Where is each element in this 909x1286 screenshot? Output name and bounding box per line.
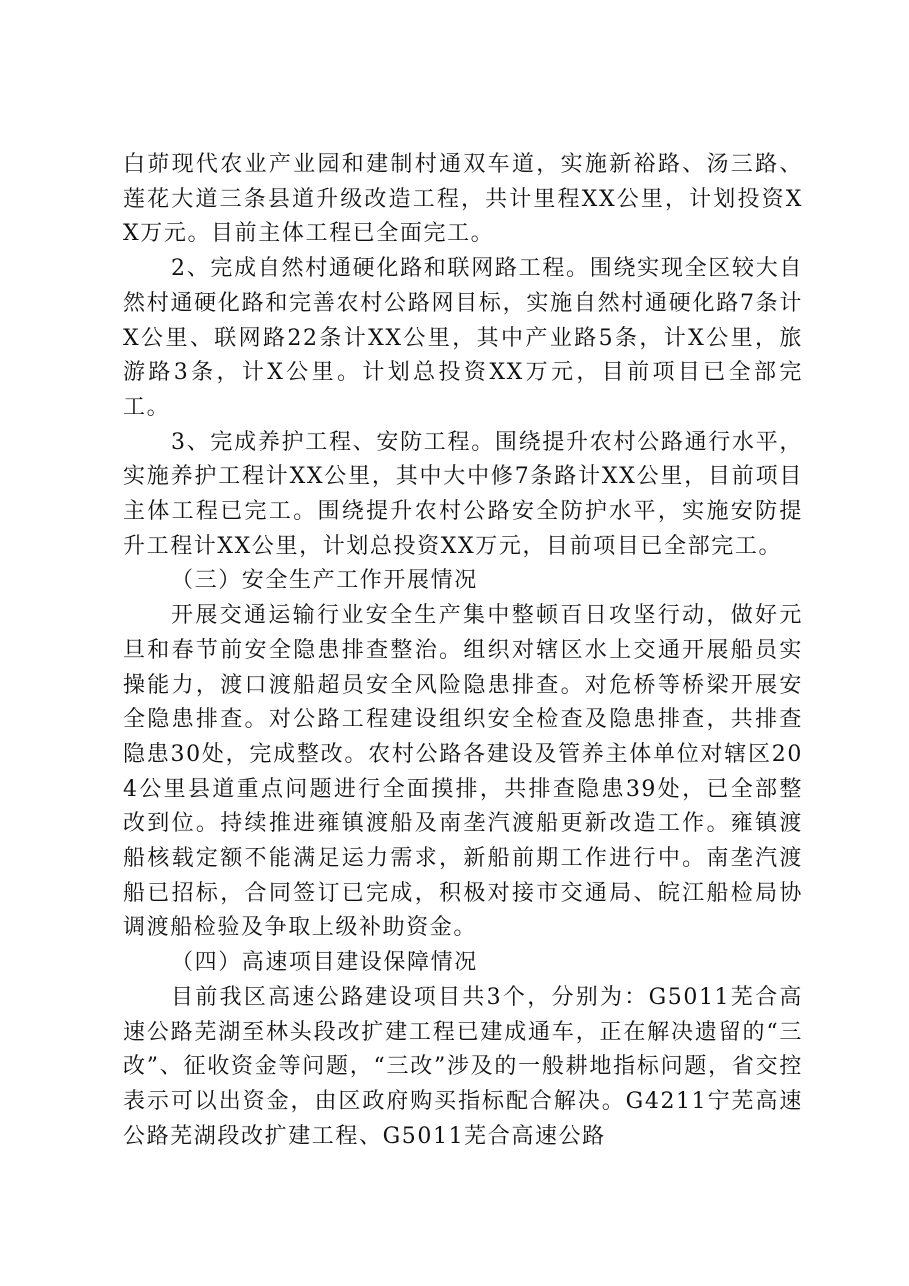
paragraph-highway: 目前我区高速公路建设项目共3个，分别为：G5011芜合高速公路芜湖至林头段改扩建工程已建成通车，正在解决遗留的“三改”、征收资金等问题，“三改”涉及的一般耕地指标问题，省交控表示可以出资金，由区政府购买指标配合解决。G4211宁芜高速公路芜湖段改扩建工程、G5011芜合高速公路 [123,984,803,1149]
paragraph-continuation: 白茆现代农业产业园和建制村通双车道，实施新裕路、汤三路、莲花大道三条县道升级改造工程，共计里程XX公里，计划投资XX万元。目前主体工程已全面完工。 [123,152,803,247]
paragraph-item-2: 2、完成自然村通硬化路和联网路工程。围绕实现全区较大自然村通硬化路和完善农村公路网目标，实施自然村通硬化路7条计X公里、联网路22条计XX公里，其中产业路5条，计X公里，旅游路3条，计X公里。计划总投资XX万元，目前项目已全部完工。 [123,256,803,420]
section-heading-3: （三）安全生产工作开展情况 [171,568,478,594]
section-heading-4: （四）高速项目建设保障情况 [171,950,478,976]
paragraph-item-3: 3、完成养护工程、安防工程。围绕提升农村公路通行水平，实施养护工程计XX公里，其中大中修7条路计XX公里，目前项目主体工程已完工。围绕提升农村公路安全防护水平，实施安防提升工程计XX公里，计划总投资XX万元，目前项目已全部完工。 [123,429,803,559]
paragraph-safety: 开展交通运输行业安全生产集中整顿百日攻坚行动，做好元旦和春节前安全隐患排查整治。组织对辖区水上交通开展船员实操能力，渡口渡船超员安全风险隐患排查。对危桥等桥梁开展安全隐患排查。对公路工程建设组织安全检查及隐患排查，共排查隐患30处，完成整改。农村公路各建设及管养主体单位对辖区204公里县道重点问题进行全面摸排，共排查隐患39处，已全部整改到位。持续推进雍镇渡船及南垄汽渡船更新改造工作。雍镇渡船核载定额不能满足运力需求，新船前期工作进行中。南垄汽渡船已招标，合同签订已完成，积极对接市交通局、皖江船检局协调渡船检验及争取上级补助资金。 [123,603,803,941]
document-body [123,148,803,1154]
